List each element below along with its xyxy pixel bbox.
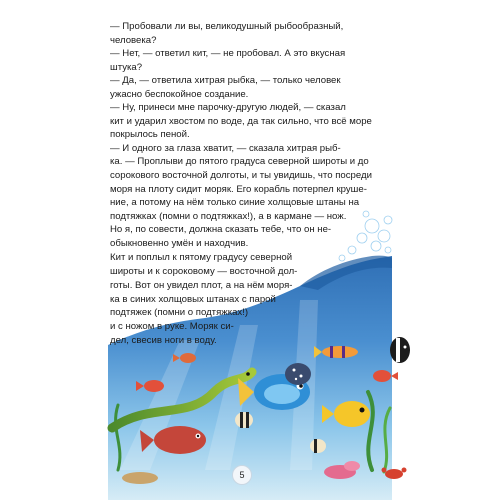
text-line: и с ножом в руке. Моряк си- bbox=[110, 321, 234, 332]
text-line: — Пробовали ли вы, великодушный рыбообразный, bbox=[110, 21, 344, 32]
text-line: Кит и поплыл к пятому градусу северной bbox=[110, 252, 293, 263]
red-fish-3 bbox=[373, 370, 398, 382]
text-line: ка в синих холщовых штанах с парой bbox=[110, 294, 276, 305]
text-line: обыкновенно умён и находчив. bbox=[110, 237, 249, 249]
text-line: моря на плоту сидит моряк. Его корабль потерпел круше- bbox=[110, 183, 367, 195]
butterfly-fish bbox=[235, 412, 253, 428]
text-line: человека? bbox=[110, 34, 157, 46]
text-line: покрылось пеной. bbox=[110, 129, 190, 141]
text-line: готы. Вот он увидел плот, а на нём моря- bbox=[110, 280, 293, 291]
text-line: Но я, по совести, должна сказать тебе, что он не- bbox=[110, 224, 332, 236]
text-line: сорокового восточной долготы, и ты увидишь, что посреди bbox=[110, 170, 372, 182]
text-line: — Нет, — ответил кит, — не пробовал. А это вкусная bbox=[110, 48, 346, 60]
text-line: кит и ударил хвостом по воде, да так сильно, что всё море bbox=[110, 115, 372, 127]
text-line: ние, а потому на нём только синие холщовые штаны на bbox=[110, 197, 360, 209]
text-line: ужасно беспокойное создание. bbox=[110, 88, 249, 100]
text-line: штука? bbox=[110, 61, 143, 73]
story-text-top bbox=[110, 20, 390, 250]
puffer-fish bbox=[285, 363, 311, 385]
text-line: дел, свесив ноги в воду. bbox=[110, 335, 217, 346]
text-line: — Да, — ответила хитрая рыбка, — только человек bbox=[110, 75, 341, 87]
text-line: подтяжках (помни о подтяжках!), а в кармане — нож. bbox=[110, 210, 347, 222]
text-line: — Ну, принеси мне парочку-другую людей, — сказал bbox=[110, 102, 346, 114]
butterfly-fish-2 bbox=[310, 439, 326, 453]
angel-fish bbox=[390, 337, 410, 363]
text-line: подтяжек (помни о подтяжках!) bbox=[110, 307, 249, 318]
text-line: — И одного за глаза хватит, — сказала хитрая рыб- bbox=[110, 142, 341, 154]
eel-eye bbox=[246, 372, 250, 376]
text-line: ка. — Проплыви до пятого градуса северной широты и до bbox=[110, 156, 369, 168]
text-line: широты и к сороковому — восточной дол- bbox=[110, 266, 298, 277]
page-number: 5 bbox=[232, 465, 252, 485]
